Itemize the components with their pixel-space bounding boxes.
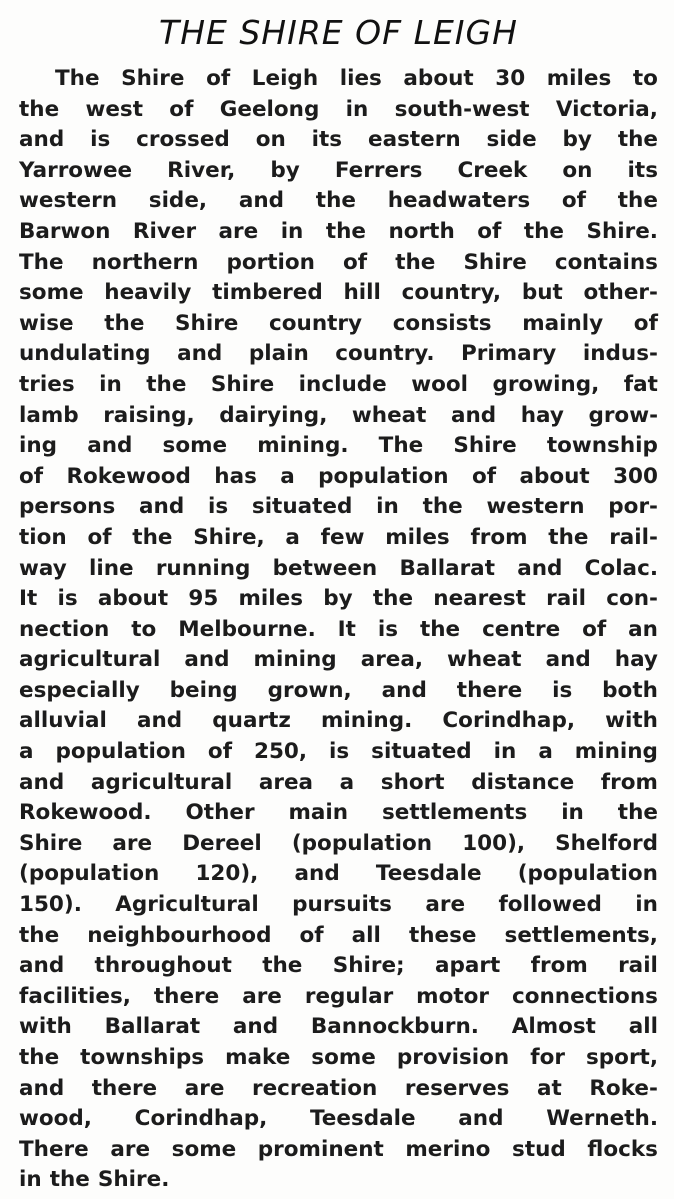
text-line: in the Shire. [19, 1167, 170, 1193]
text-line: ing and some mining. The Shire township [19, 433, 658, 459]
text-line: with Ballarat and Bannockburn. Almost all [19, 1014, 658, 1040]
text-line: The northern portion of the Shire contains [19, 249, 658, 275]
text-line: of Rokewood has a population of about 300 [19, 463, 658, 489]
text-line: Yarrowee River, by Ferrers Creek on its [19, 157, 658, 183]
text-line: and is crossed on its eastern side by the [19, 127, 658, 153]
text-line: persons and is situated in the western por- [19, 494, 658, 520]
text-line: Shire are Dereel (population 100), Shelford [19, 830, 658, 856]
text-line: and agricultural area a short distance from [19, 769, 658, 795]
text-line: The Shire of Leigh lies about 30 miles to [55, 66, 658, 91]
text-line: especially being grown, and there is both [19, 677, 658, 703]
text-line: a population of 250, is situated in a mining [19, 739, 658, 765]
text-line: Rokewood. Other main settlements in the [19, 800, 658, 826]
text-line: agricultural and mining area, wheat and hay [19, 647, 658, 673]
text-line: and throughout the Shire; apart from rail [19, 953, 658, 979]
text-line: tion of the Shire, a few miles from the rail- [19, 524, 658, 550]
text-line: wise the Shire country consists mainly of [19, 310, 658, 336]
text-line: nection to Melbourne. It is the centre of an [19, 616, 658, 642]
text-line: 150). Agricultural pursuits are followed in [19, 892, 658, 918]
text-line: the neighbourhood of all these settlements, [19, 922, 658, 948]
text-line: alluvial and quartz mining. Corindhap, with [19, 708, 658, 734]
text-line: (population 120), and Teesdale (population [19, 861, 658, 887]
text-line: way line running between Ballarat and Colac. [19, 555, 658, 581]
text-line: tries in the Shire include wool growing, fat [19, 371, 658, 397]
text-line: wood, Corindhap, Teesdale and Werneth. [19, 1106, 658, 1132]
text-line: and there are recreation reserves at Roke- [19, 1075, 658, 1101]
text-line: undulating and plain country. Primary indus- [19, 341, 658, 367]
text-line: It is about 95 miles by the nearest rail con- [19, 586, 658, 612]
text-line: There are some prominent merino stud flocks [19, 1136, 658, 1162]
text-line: Barwon River are in the north of the Shire. [19, 218, 658, 244]
text-line: western side, and the headwaters of the [19, 188, 658, 214]
article-headline: THE SHIRE OF LEIGH [159, 13, 518, 52]
article-body [19, 64, 658, 1196]
text-line: the west of Geelong in south-west Victoria, [19, 96, 658, 122]
text-line: some heavily timbered hill country, but other- [19, 280, 658, 306]
text-line: lamb raising, dairying, wheat and hay grow- [19, 402, 658, 428]
text-line: the townships make some provision for sport, [19, 1045, 658, 1070]
text-line: facilities, there are regular motor connections [19, 983, 658, 1009]
